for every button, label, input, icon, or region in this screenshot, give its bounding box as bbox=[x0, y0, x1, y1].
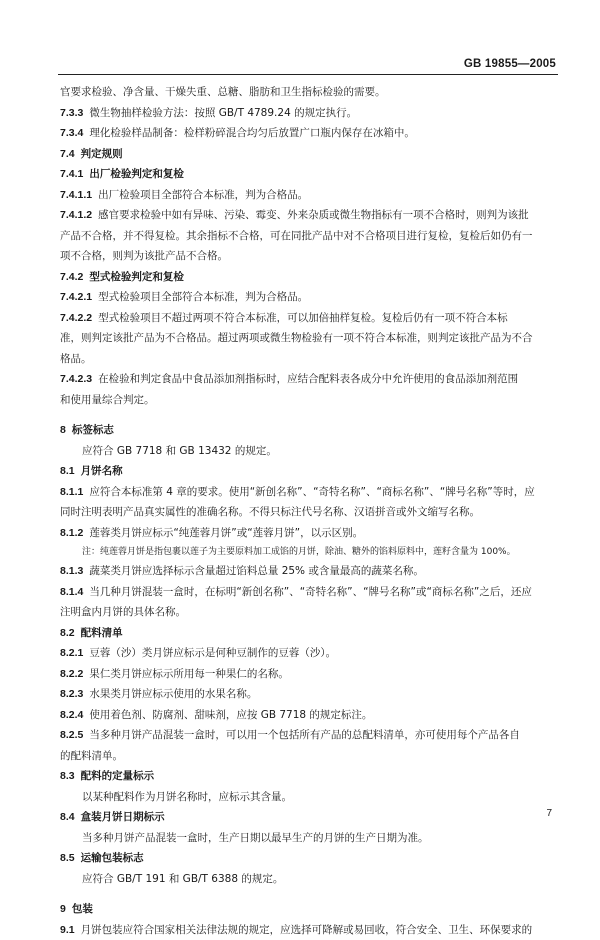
document-body bbox=[60, 82, 556, 940]
continuation-line: 官要求检验、净含量、干燥失重、总糖、脂肪和卫生指标检验的需要。 bbox=[60, 82, 556, 103]
clause-line bbox=[60, 705, 556, 726]
clause-line bbox=[60, 103, 556, 124]
clause-line bbox=[60, 643, 556, 664]
clause-number: 8.3 bbox=[60, 770, 75, 782]
heading-text: 月饼名称 bbox=[81, 465, 123, 477]
section-heading bbox=[60, 623, 556, 644]
section-heading bbox=[60, 420, 556, 441]
clause-number: 8.4 bbox=[60, 811, 75, 823]
page-number: 7 bbox=[546, 808, 552, 819]
clause-number: 7.3.4 bbox=[60, 127, 83, 139]
clause-text: 莲蓉类月饼应标示“纯莲蓉月饼”或“莲蓉月饼”，以示区别。 bbox=[89, 527, 363, 539]
clause-text: 使用着色剂、防腐剂、甜味剂，应按 GB 7718 的规定标注。 bbox=[89, 709, 372, 721]
clause-number: 7.4.2.3 bbox=[60, 373, 92, 385]
clause-number: 8.2.4 bbox=[60, 709, 83, 721]
continuation-line: 项不合格，则判为该批产品不合格。 bbox=[60, 246, 556, 267]
heading-text: 判定规则 bbox=[81, 148, 123, 160]
clause-text: 理化检验样品制备：检样粉碎混合均匀后放置广口瓶内保存在冰箱中。 bbox=[89, 127, 415, 139]
clause-line bbox=[60, 287, 556, 308]
heading-text: 运输包装标志 bbox=[81, 852, 144, 864]
clause-text: 月饼包装应符合国家相关法律法规的规定，应选择可降解或易回收，符合安全、卫生、环保要求的 bbox=[81, 924, 533, 936]
clause-number: 7.4.2.1 bbox=[60, 291, 92, 303]
heading-text: 配料清单 bbox=[81, 627, 123, 639]
clause-number: 8.2 bbox=[60, 627, 75, 639]
clause-number: 8.1.2 bbox=[60, 527, 83, 539]
clause-line bbox=[60, 482, 556, 503]
clause-text: 蔬菜类月饼应选择标示含量超过馅料总量 25% 或含量最高的蔬菜名称。 bbox=[89, 565, 424, 577]
clause-text: 型式检验项目不超过两项不符合本标准，可以加倍抽样复检。复检后仍有一项不符合本标 bbox=[98, 312, 508, 324]
clause-text: 在检验和判定食品中食品添加剂指标时，应结合配料表各成分中允许使用的食品添加剂范围 bbox=[98, 373, 518, 385]
clause-number: 7.4.1.2 bbox=[60, 209, 92, 221]
clause-line bbox=[60, 523, 556, 544]
clause-number: 8.2.2 bbox=[60, 668, 83, 680]
clause-text: 当多种月饼产品混装一盒时，可以用一个包括所有产品的总配料清单，亦可使用每个产品各自 bbox=[89, 729, 520, 741]
clause-number: 7.4.2 bbox=[60, 271, 83, 283]
clause-line bbox=[60, 561, 556, 582]
continuation-line: 格品。 bbox=[60, 349, 556, 370]
section-heading bbox=[60, 848, 556, 869]
clause-number: 8.1.3 bbox=[60, 565, 83, 577]
clause-line bbox=[60, 664, 556, 685]
clause-text: 果仁类月饼应标示所用每一种果仁的名称。 bbox=[89, 668, 289, 680]
clause-line bbox=[60, 185, 556, 206]
continuation-line: 和使用量综合判定。 bbox=[60, 390, 556, 411]
header-rule bbox=[58, 74, 558, 75]
clause-line bbox=[60, 205, 556, 226]
section-heading bbox=[60, 807, 556, 828]
clause-line bbox=[60, 123, 556, 144]
clause-line bbox=[60, 684, 556, 705]
clause-text: 当几种月饼混装一盒时，在标明“新创名称”、“奇特名称”、“牌号名称”或“商标名称”之后，还应 bbox=[89, 586, 532, 598]
clause-number: 7.4.1.1 bbox=[60, 189, 92, 201]
clause-text: 微生物抽样检验方法：按照 GB/T 4789.24 的规定执行。 bbox=[89, 107, 357, 119]
indented-line: 应符合 GB/T 191 和 GB/T 6388 的规定。 bbox=[60, 869, 556, 890]
heading-text: 标签标志 bbox=[72, 424, 114, 436]
heading-text: 型式检验判定和复检 bbox=[89, 271, 184, 283]
clause-number: 9 bbox=[60, 903, 66, 915]
continuation-line: 同时注明表明产品真实属性的准确名称。不得只标注代号名称、汉语拼音或外文缩写名称。 bbox=[60, 502, 556, 523]
continuation-line: 准，则判定该批产品为不合格品。超过两项或微生物检验有一项不符合本标准，则判定该批产品为不合 bbox=[60, 328, 556, 349]
clause-number: 8.5 bbox=[60, 852, 75, 864]
clause-number: 7.3.3 bbox=[60, 107, 83, 119]
indented-line: 应符合 GB 7718 和 GB 13432 的规定。 bbox=[60, 441, 556, 462]
clause-number: 8.2.5 bbox=[60, 729, 83, 741]
continuation-line: 注明盒内月饼的具体名称。 bbox=[60, 602, 556, 623]
clause-text: 水果类月饼应标示使用的水果名称。 bbox=[89, 688, 257, 700]
section-heading bbox=[60, 267, 556, 288]
clause-number: 7.4.1 bbox=[60, 168, 83, 180]
clause-number: 8.2.3 bbox=[60, 688, 83, 700]
clause-text: 感官要求检验中如有异味、污染、霉变、外来杂质或微生物指标有一项不合格时，则判为该批 bbox=[98, 209, 529, 221]
clause-number: 8.1.1 bbox=[60, 486, 83, 498]
heading-text: 盒装月饼日期标示 bbox=[81, 811, 165, 823]
section-heading bbox=[60, 164, 556, 185]
indented-line: 当多种月饼产品混装一盒时，生产日期以最早生产的月饼的生产日期为准。 bbox=[60, 828, 556, 849]
clause-line bbox=[60, 920, 556, 940]
clause-number: 8.2.1 bbox=[60, 647, 83, 659]
clause-text: 出厂检验项目全部符合本标准，判为合格品。 bbox=[98, 189, 308, 201]
continuation-line: 产品不合格，并不得复检。其余指标不合格，可在同批产品中对不合格项目进行复检，复检后如仍有一 bbox=[60, 226, 556, 247]
section-gap bbox=[60, 410, 556, 420]
section-heading bbox=[60, 766, 556, 787]
clause-number: 8 bbox=[60, 424, 66, 436]
clause-text: 豆蓉（沙）类月饼应标示是何种豆制作的豆蓉（沙）。 bbox=[89, 647, 336, 659]
clause-number: 8.1 bbox=[60, 465, 75, 477]
clause-text: 应符合本标准第 4 章的要求。使用“新创名称”、“奇特名称”、“商标名称”、“牌号名称”等时，应 bbox=[89, 486, 534, 498]
clause-number: 9.1 bbox=[60, 924, 75, 936]
section-heading bbox=[60, 899, 556, 920]
clause-line bbox=[60, 725, 556, 746]
standard-number: GB 19855—2005 bbox=[464, 58, 556, 70]
clause-line bbox=[60, 582, 556, 603]
clause-line bbox=[60, 369, 556, 390]
continuation-line: 的配料清单。 bbox=[60, 746, 556, 767]
indented-line: 以某种配料作为月饼名称时，应标示其含量。 bbox=[60, 787, 556, 808]
clause-number: 8.1.4 bbox=[60, 586, 83, 598]
note-line: 注：纯莲蓉月饼是指包裹以莲子为主要原料加工成馅的月饼，除油、糖外的馅料原料中，莲籽含量为 100%。 bbox=[60, 543, 556, 561]
section-gap bbox=[60, 889, 556, 899]
heading-text: 出厂检验判定和复检 bbox=[89, 168, 184, 180]
section-heading bbox=[60, 144, 556, 165]
heading-text: 配料的定量标示 bbox=[81, 770, 155, 782]
clause-text: 型式检验项目全部符合本标准，判为合格品。 bbox=[98, 291, 308, 303]
clause-line bbox=[60, 308, 556, 329]
heading-text: 包装 bbox=[72, 903, 93, 915]
clause-number: 7.4 bbox=[60, 148, 75, 160]
clause-number: 7.4.2.2 bbox=[60, 312, 92, 324]
section-heading bbox=[60, 461, 556, 482]
